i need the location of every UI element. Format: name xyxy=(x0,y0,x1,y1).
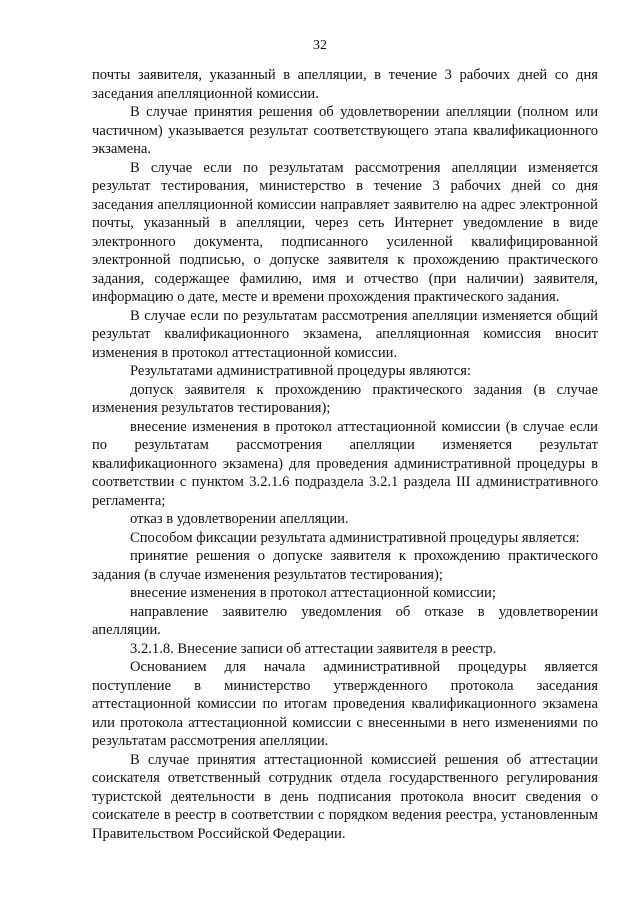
paragraph-5: Результатами административной процедуры являются: xyxy=(130,363,471,379)
document-body xyxy=(92,66,598,843)
paragraph-1: почты заявителя, указанный в апелляции, в течение 3 рабочих дней со дня заседания апелляционной комиссии. xyxy=(92,67,598,102)
paragraph-7: внесение изменения в протокол аттестационной комиссии (в случае если по результатам рассмотрения апелляции изменяется результат квалификационного экзамена) для проведения административной процедуры в соответствии с пунктом 3.2.1.6 подраздела 3.2.1 раздела III административного регламента; xyxy=(92,418,598,509)
paragraph-6: допуск заявителя к прохождению практического задания (в случае изменения результатов тестирования); xyxy=(92,381,598,416)
paragraph-9: Способом фиксации результата административной процедуры является: xyxy=(130,529,580,546)
paragraph-2: В случае принятия решения об удовлетворении апелляции (полном или частичном) указывается результат соответствующего этапа квалификационного экзамена. xyxy=(92,104,598,157)
paragraph-15: В случае принятия аттестационной комиссией решения об аттестации соискателя ответственный сотрудник отдела государственного регулирования туристской деятельности в день подписания протокола вносит сведения о соискателе в реестр в соответствии с порядком ведения реестра, установленным Правительством Российской Федерации. xyxy=(92,751,598,842)
paragraph-8: отказ в удовлетворении апелляции. xyxy=(130,511,349,527)
paragraph-12: направление заявителю уведомления об отказе в удовлетворении апелляции. xyxy=(92,603,598,638)
paragraph-3: В случае если по результатам рассмотрения апелляции изменяется результат тестирования, министерство в течение 3 рабочих дней со дня заседания апелляционной комиссии направляет заявителю на адрес электронной почты, указанный в апелляции, через сеть Интернет уведомление в виде электронного документа, подписанного усиленной квалифицированной электронной подписью, о допуске заявителя к прохождению практического задания, содержащее фамилию, имя и отчество (при наличии) заявителя, информацию о дате, месте и времени прохождения практического задания. xyxy=(92,159,598,305)
paragraph-10: принятие решения о допуске заявителя к прохождению практического задания (в случае изменения результатов тестирования); xyxy=(92,548,598,583)
paragraph-13: 3.2.1.8. Внесение записи об аттестации заявителя в реестр. xyxy=(130,640,497,657)
paragraph-14: Основанием для начала административной процедуры является поступление в министерство утвержденного протокола заседания аттестационной комиссии по итогам проведения квалификационного экзамена или протокола аттестационной комиссии с внесенными в него изменениями по результатам рассмотрения апелляции. xyxy=(92,659,598,749)
page-number: 32 xyxy=(313,38,327,53)
paragraph-11: внесение изменения в протокол аттестационной комиссии; xyxy=(130,585,496,601)
paragraph-4: В случае если по результатам рассмотрения апелляции изменяется общий результат квалификационного экзамена, апелляционная комиссия вносит изменения в протокол аттестационной комиссии. xyxy=(92,307,598,361)
